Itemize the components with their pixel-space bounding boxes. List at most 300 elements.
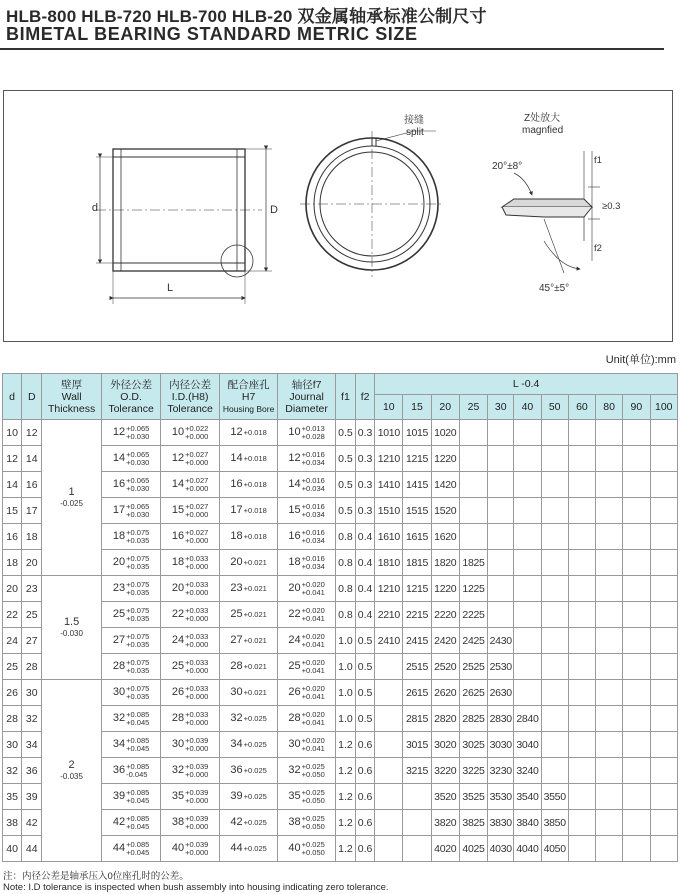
f2-label: f2 <box>594 243 602 254</box>
header-length-value: 60 <box>568 395 595 420</box>
cell-journal-diameter <box>278 446 335 472</box>
nominal-value: 14 <box>112 452 126 465</box>
cell-id-tolerance <box>161 628 220 654</box>
cell-d: 38 <box>3 810 22 836</box>
cell-length-code: 3220 <box>431 758 459 784</box>
cell-housing-bore <box>219 472 278 498</box>
nominal-value: 20 <box>112 556 126 569</box>
cell-length-code <box>541 680 568 706</box>
cell-length-code: 2410 <box>375 628 403 654</box>
lower-tolerance: +0.000 <box>185 431 209 441</box>
cell-length-code <box>459 498 487 524</box>
upper-tolerance: +0.033 <box>185 579 209 589</box>
lower-tolerance: +0.050 <box>301 847 325 857</box>
lower-tolerance: +0.030 <box>126 483 150 493</box>
upper-tolerance: +0.033 <box>185 709 209 719</box>
cell-f2: 0.4 <box>356 524 375 550</box>
nominal-value: 20 <box>171 582 185 595</box>
cell-length-code: 3520 <box>431 784 459 810</box>
cell-housing-bore <box>219 680 278 706</box>
lower-tolerance: +0.035 <box>126 561 150 571</box>
upper-tolerance: +0.039 <box>185 761 209 771</box>
cell-id-tolerance <box>161 784 220 810</box>
nominal-value: 30 <box>288 738 301 751</box>
lower-tolerance: +0.045 <box>126 717 150 727</box>
upper-tolerance: +0.020 <box>301 735 325 745</box>
cell-journal-diameter <box>278 732 335 758</box>
cell-length-code <box>488 576 514 602</box>
header-length-value: 20 <box>431 395 459 420</box>
cell-length-code <box>541 576 568 602</box>
header-od-tolerance: 外径公差 O.D. Tolerance <box>101 374 161 420</box>
cell-length-code <box>596 524 623 550</box>
cell-f2: 0.5 <box>356 628 375 654</box>
cell-od-tolerance <box>101 680 161 706</box>
title-chinese: HLB-800 HLB-720 HLB-700 HLB-20 双金属轴承标准公制尺寸 <box>6 7 487 26</box>
cell-length-code: 2425 <box>459 628 487 654</box>
lower-tolerance: +0.045 <box>126 821 150 831</box>
lower-tolerance: +0.045 <box>126 847 150 857</box>
cell-length-code <box>568 576 595 602</box>
lower-tolerance: +0.034 <box>301 457 325 467</box>
upper-tolerance: +0.033 <box>185 605 209 615</box>
cell-length-code <box>459 446 487 472</box>
cell-length-code <box>541 550 568 576</box>
cell-length-code: 3525 <box>459 784 487 810</box>
cell-d: 32 <box>3 758 22 784</box>
cell-length-code <box>650 836 678 862</box>
cell-od-tolerance <box>101 524 161 550</box>
cell-length-code <box>650 420 678 446</box>
cell-f1: 1.0 <box>335 680 355 706</box>
cell-length-code <box>623 576 650 602</box>
upper-tolerance: +0.033 <box>185 631 209 641</box>
upper-tolerance: +0.075 <box>126 553 150 563</box>
cell-length-code: 3015 <box>403 732 431 758</box>
cell-length-code <box>568 602 595 628</box>
cell-length-code: 3225 <box>459 758 487 784</box>
header-length-value: 30 <box>488 395 514 420</box>
nominal-value: 14 <box>230 452 243 465</box>
cell-length-code <box>596 810 623 836</box>
header-f2: f2 <box>356 374 375 420</box>
cell-length-code <box>596 654 623 680</box>
upper-tolerance: +0.016 <box>301 527 325 537</box>
upper-tolerance: +0.085 <box>126 735 150 745</box>
nominal-value: 16 <box>171 530 185 543</box>
cell-length-code: 3540 <box>514 784 541 810</box>
cell-housing-bore <box>219 524 278 550</box>
cell-housing-bore <box>219 576 278 602</box>
header-D: D <box>22 374 42 420</box>
table-row <box>3 836 678 862</box>
upper-tolerance: +0.039 <box>185 839 209 849</box>
lower-tolerance: +0.000 <box>185 691 209 701</box>
cell-length-code <box>375 654 403 680</box>
nominal-value: 39 <box>112 790 126 803</box>
cell-length-code: 1215 <box>403 576 431 602</box>
cell-journal-diameter <box>278 420 335 446</box>
cell-length-code <box>568 420 595 446</box>
cell-wall-thickness <box>42 420 102 576</box>
cell-length-code: 4025 <box>459 836 487 862</box>
cell-length-code <box>650 680 678 706</box>
upper-tolerance: +0.025 <box>243 713 267 723</box>
cell-wall-thickness <box>42 680 102 862</box>
cell-length-code: 3215 <box>403 758 431 784</box>
lower-tolerance: +0.000 <box>185 821 209 831</box>
cell-length-code: 3825 <box>459 810 487 836</box>
cell-length-code: 2815 <box>403 706 431 732</box>
cell-length-code <box>514 446 541 472</box>
thickness-value: 1.5 <box>63 615 80 628</box>
dim-D-label: D <box>270 204 278 216</box>
cell-length-code <box>488 420 514 446</box>
table-row <box>3 680 678 706</box>
upper-tolerance: +0.039 <box>185 813 209 823</box>
cell-d: 12 <box>3 446 22 472</box>
cell-od-tolerance <box>101 758 161 784</box>
cell-d: 14 <box>3 472 22 498</box>
cell-journal-diameter <box>278 602 335 628</box>
nominal-value: 32 <box>171 764 185 777</box>
lower-tolerance: +0.035 <box>126 535 150 545</box>
cell-length-code <box>623 472 650 498</box>
lower-tolerance: +0.000 <box>185 795 209 805</box>
lower-tolerance: +0.041 <box>301 639 325 649</box>
cell-length-code: 2520 <box>431 654 459 680</box>
cell-length-code <box>541 420 568 446</box>
cell-length-code <box>650 706 678 732</box>
nominal-value: 18 <box>230 530 243 543</box>
chamfer-label: ≥0.3 <box>602 201 621 212</box>
nominal-value: 10 <box>288 426 301 439</box>
cell-length-code <box>650 576 678 602</box>
cell-length-code: 2525 <box>459 654 487 680</box>
cell-length-code <box>541 654 568 680</box>
nominal-value: 20 <box>288 582 301 595</box>
cell-length-code <box>403 836 431 862</box>
upper-tolerance: +0.018 <box>243 505 267 515</box>
cell-id-tolerance <box>161 602 220 628</box>
cell-length-code <box>514 524 541 550</box>
nominal-value: 25 <box>230 608 243 621</box>
lower-tolerance: +0.030 <box>126 457 150 467</box>
cell-housing-bore <box>219 550 278 576</box>
lower-tolerance: +0.000 <box>185 457 209 467</box>
cell-length-code <box>568 654 595 680</box>
cell-length-code <box>568 498 595 524</box>
upper-tolerance: +0.025 <box>243 791 267 801</box>
cell-length-code <box>375 810 403 836</box>
cell-f2: 0.5 <box>356 706 375 732</box>
cell-od-tolerance <box>101 706 161 732</box>
cell-length-code <box>488 550 514 576</box>
header-housing-bore: 配合座孔 H7 Housing Bore <box>219 374 278 420</box>
cell-length-code <box>650 810 678 836</box>
cell-length-code <box>623 654 650 680</box>
lower-tolerance: +0.035 <box>126 691 150 701</box>
cell-length-code: 1510 <box>375 498 403 524</box>
lower-tolerance: +0.000 <box>185 769 209 779</box>
cell-od-tolerance <box>101 576 161 602</box>
upper-tolerance: +0.020 <box>301 657 325 667</box>
cell-D: 30 <box>22 680 42 706</box>
lower-tolerance: +0.041 <box>301 587 325 597</box>
nominal-value: 32 <box>230 712 243 725</box>
nominal-value: 16 <box>112 478 126 491</box>
cell-length-code <box>375 706 403 732</box>
lower-tolerance: +0.000 <box>185 717 209 727</box>
cell-journal-diameter <box>278 472 335 498</box>
upper-tolerance: +0.075 <box>126 683 150 693</box>
zoom-label-cn: Z处放大 <box>524 113 561 124</box>
cell-length-code <box>541 524 568 550</box>
cell-length-code: 3550 <box>541 784 568 810</box>
header-wall-thickness: 壁厚 Wall Thickness <box>42 374 102 420</box>
lower-tolerance: +0.041 <box>301 691 325 701</box>
cell-D: 34 <box>22 732 42 758</box>
cell-id-tolerance <box>161 654 220 680</box>
cell-f2: 0.4 <box>356 550 375 576</box>
cell-length-code <box>650 628 678 654</box>
header-length: L -0.4 <box>375 374 678 395</box>
cell-length-code: 1420 <box>431 472 459 498</box>
cell-length-code <box>375 680 403 706</box>
cell-length-code: 3040 <box>514 732 541 758</box>
cell-f2: 0.3 <box>356 420 375 446</box>
title-english: BIMETAL BEARING STANDARD METRIC SIZE <box>6 24 418 44</box>
cell-length-code <box>488 472 514 498</box>
upper-tolerance: +0.021 <box>243 687 267 697</box>
cell-length-code <box>650 732 678 758</box>
lower-tolerance: +0.000 <box>185 743 209 753</box>
cell-d: 18 <box>3 550 22 576</box>
cell-D: 14 <box>22 446 42 472</box>
cell-housing-bore <box>219 654 278 680</box>
cell-length-code <box>650 654 678 680</box>
cell-od-tolerance <box>101 420 161 446</box>
cell-id-tolerance <box>161 576 220 602</box>
cell-length-code <box>568 706 595 732</box>
cell-D: 42 <box>22 810 42 836</box>
cell-f1: 0.5 <box>335 420 355 446</box>
cell-housing-bore <box>219 784 278 810</box>
cell-f1: 0.5 <box>335 446 355 472</box>
cell-d: 24 <box>3 628 22 654</box>
upper-tolerance: +0.016 <box>301 475 325 485</box>
lower-tolerance: +0.034 <box>301 535 325 545</box>
cell-length-code: 3850 <box>541 810 568 836</box>
cell-housing-bore <box>219 836 278 862</box>
header-id-tolerance: 内径公差 I.D.(H8) Tolerance <box>161 374 220 420</box>
cell-length-code <box>596 732 623 758</box>
cell-length-code <box>375 732 403 758</box>
cell-length-code: 4030 <box>488 836 514 862</box>
upper-tolerance: +0.039 <box>185 787 209 797</box>
nominal-value: 24 <box>171 634 185 647</box>
cell-length-code: 1220 <box>431 446 459 472</box>
nominal-value: 18 <box>112 530 126 543</box>
cell-f2: 0.5 <box>356 654 375 680</box>
cell-length-code: 2210 <box>375 602 403 628</box>
nominal-value: 28 <box>288 712 301 725</box>
header-length-value: 80 <box>596 395 623 420</box>
nominal-value: 26 <box>288 686 301 699</box>
upper-tolerance: +0.039 <box>185 735 209 745</box>
table-row <box>3 446 678 472</box>
cell-length-code <box>568 446 595 472</box>
cell-length-code: 3830 <box>488 810 514 836</box>
lower-tolerance: +0.034 <box>301 509 325 519</box>
lower-tolerance: +0.030 <box>126 431 150 441</box>
header-length-value: 15 <box>403 395 431 420</box>
cell-f1: 1.0 <box>335 628 355 654</box>
cell-d: 35 <box>3 784 22 810</box>
nominal-value: 38 <box>288 816 301 829</box>
nominal-value: 17 <box>230 504 243 517</box>
cell-length-code <box>568 810 595 836</box>
cell-length-code <box>596 784 623 810</box>
cell-od-tolerance <box>101 472 161 498</box>
lower-tolerance: +0.030 <box>126 509 150 519</box>
cell-length-code: 3530 <box>488 784 514 810</box>
cell-id-tolerance <box>161 758 220 784</box>
upper-tolerance: +0.075 <box>126 631 150 641</box>
cell-housing-bore <box>219 732 278 758</box>
header-length-value: 50 <box>541 395 568 420</box>
cell-id-tolerance <box>161 810 220 836</box>
table-row <box>3 732 678 758</box>
cell-length-code <box>568 524 595 550</box>
nominal-value: 12 <box>288 452 301 465</box>
table-row <box>3 706 678 732</box>
cell-od-tolerance <box>101 446 161 472</box>
cell-length-code: 1615 <box>403 524 431 550</box>
cell-od-tolerance <box>101 550 161 576</box>
header-length-value: 40 <box>514 395 541 420</box>
cell-length-code: 1220 <box>431 576 459 602</box>
nominal-value: 25 <box>112 608 126 621</box>
cell-length-code: 2615 <box>403 680 431 706</box>
split-label-cn: 接缝 <box>404 115 424 126</box>
cell-length-code <box>541 758 568 784</box>
upper-tolerance: +0.065 <box>126 475 150 485</box>
lower-tolerance: +0.050 <box>301 795 325 805</box>
header-d: d <box>3 374 22 420</box>
dim-L-label: L <box>167 282 174 294</box>
cell-f1: 1.0 <box>335 706 355 732</box>
cell-id-tolerance <box>161 706 220 732</box>
dim-d-label: d <box>91 202 98 214</box>
cell-housing-bore <box>219 498 278 524</box>
lower-tolerance: +0.050 <box>301 769 325 779</box>
upper-tolerance: +0.033 <box>185 683 209 693</box>
nominal-value: 15 <box>288 504 301 517</box>
cell-length-code <box>596 420 623 446</box>
upper-tolerance: +0.020 <box>301 709 325 719</box>
lower-tolerance: +0.034 <box>301 561 325 571</box>
upper-tolerance: +0.085 <box>126 813 150 823</box>
cell-length-code: 1620 <box>431 524 459 550</box>
cell-f1: 0.8 <box>335 550 355 576</box>
header-length-value: 100 <box>650 395 678 420</box>
cell-f1: 0.5 <box>335 472 355 498</box>
lower-tolerance: +0.050 <box>301 821 325 831</box>
cell-id-tolerance <box>161 732 220 758</box>
cell-length-code <box>596 446 623 472</box>
cell-journal-diameter <box>278 706 335 732</box>
cell-length-code <box>650 472 678 498</box>
table-row <box>3 550 678 576</box>
cell-d: 25 <box>3 654 22 680</box>
cell-d: 28 <box>3 706 22 732</box>
nominal-value: 20 <box>230 556 243 569</box>
cell-length-code: 2625 <box>459 680 487 706</box>
upper-tolerance: +0.013 <box>301 423 325 433</box>
cell-f1: 1.0 <box>335 654 355 680</box>
table-row <box>3 602 678 628</box>
cell-length-code: 3025 <box>459 732 487 758</box>
cell-length-code <box>488 446 514 472</box>
cell-housing-bore <box>219 706 278 732</box>
nominal-value: 27 <box>112 634 126 647</box>
header-f1: f1 <box>335 374 355 420</box>
cell-housing-bore <box>219 446 278 472</box>
cell-length-code <box>514 420 541 446</box>
cell-f1: 1.2 <box>335 810 355 836</box>
upper-tolerance: +0.021 <box>243 635 267 645</box>
cell-length-code <box>596 498 623 524</box>
nominal-value: 23 <box>112 582 126 595</box>
cell-length-code: 1410 <box>375 472 403 498</box>
cell-od-tolerance <box>101 784 161 810</box>
cell-length-code <box>568 758 595 784</box>
cell-journal-diameter <box>278 654 335 680</box>
cell-f2: 0.6 <box>356 810 375 836</box>
cell-f2: 0.3 <box>356 446 375 472</box>
nominal-value: 38 <box>171 816 185 829</box>
cell-od-tolerance <box>101 836 161 862</box>
cell-length-code <box>375 758 403 784</box>
lower-tolerance: +0.045 <box>126 795 150 805</box>
cell-length-code <box>623 680 650 706</box>
table-row <box>3 576 678 602</box>
cell-length-code: 2220 <box>431 602 459 628</box>
cell-length-code: 2820 <box>431 706 459 732</box>
upper-tolerance: +0.075 <box>126 657 150 667</box>
upper-tolerance: +0.027 <box>185 527 209 537</box>
lower-tolerance: +0.041 <box>301 717 325 727</box>
upper-tolerance: +0.025 <box>243 739 267 749</box>
cell-id-tolerance <box>161 420 220 446</box>
cell-length-code <box>623 836 650 862</box>
cell-length-code: 2225 <box>459 602 487 628</box>
cell-length-code <box>568 628 595 654</box>
nominal-value: 14 <box>171 478 185 491</box>
lower-tolerance: +0.035 <box>126 665 150 675</box>
cell-f2: 0.4 <box>356 602 375 628</box>
table-row <box>3 654 678 680</box>
cell-D: 36 <box>22 758 42 784</box>
cell-length-code: 1020 <box>431 420 459 446</box>
cell-length-code <box>596 706 623 732</box>
thickness-tolerance: -0.025 <box>60 498 83 508</box>
table-row <box>3 472 678 498</box>
cell-length-code <box>623 524 650 550</box>
cell-length-code: 2215 <box>403 602 431 628</box>
cell-od-tolerance <box>101 732 161 758</box>
